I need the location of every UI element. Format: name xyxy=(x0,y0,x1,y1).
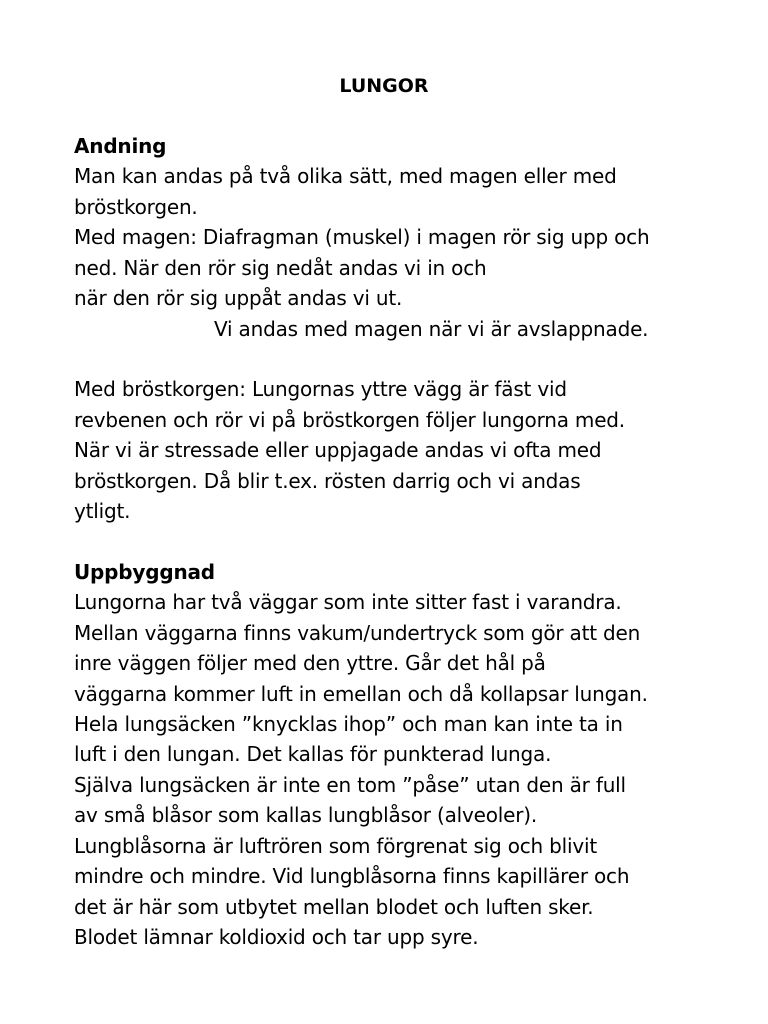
paragraph-line: bröstkorgen. Då blir t.ex. rösten darrig och vi andas xyxy=(74,469,581,493)
paragraph-line-indented: Vi andas med magen när vi är avslappnade. xyxy=(214,317,649,341)
paragraph-line: inre väggen följer med den yttre. Går det hål på xyxy=(74,651,546,675)
paragraph-line: bröstkorgen. xyxy=(74,195,198,219)
paragraph-line: När vi är stressade eller uppjagade andas vi ofta med xyxy=(74,438,602,462)
paragraph-line: Hela lungsäcken ”knycklas ihop” och man kan inte ta in xyxy=(74,712,623,736)
paragraph-line: det är här som utbytet mellan blodet och luften sker. xyxy=(74,895,594,919)
document-title: LUNGOR xyxy=(339,75,429,97)
paragraph-line: Lungblåsorna är luftrören som förgrenat sig och blivit xyxy=(74,834,597,858)
paragraph-line: Blodet lämnar koldioxid och tar upp syre. xyxy=(74,925,479,949)
paragraph-line: av små blåsor som kallas lungblåsor (alveoler). xyxy=(74,803,538,827)
paragraph-line: Med bröstkorgen: Lungornas yttre vägg är fäst vid xyxy=(74,377,567,401)
paragraph-line: mindre och mindre. Vid lungblåsorna finns kapillärer och xyxy=(74,864,630,888)
paragraph-line: ned. När den rör sig nedåt andas vi in och xyxy=(74,256,487,280)
paragraph-line: Med magen: Diafragman (muskel) i magen rör sig upp och xyxy=(74,225,650,249)
paragraph-line: Mellan väggarna finns vakum/undertryck som gör att den xyxy=(74,621,641,645)
paragraph-line: när den rör sig uppåt andas vi ut. xyxy=(74,286,403,310)
paragraph-line: luft i den lungan. Det kallas för punkterad lunga. xyxy=(74,742,552,766)
section-heading-andning: Andning xyxy=(74,134,167,158)
paragraph-line: Man kan andas på två olika sätt, med magen eller med xyxy=(74,164,617,188)
section-heading-uppbyggnad: Uppbyggnad xyxy=(74,560,215,584)
paragraph-line: väggarna kommer luft in emellan och då kollapsar lungan. xyxy=(74,682,648,706)
paragraph-line: revbenen och rör vi på bröstkorgen följer lungorna med. xyxy=(74,408,625,432)
paragraph-line: Lungorna har två väggar som inte sitter fast i varandra. xyxy=(74,590,622,614)
paragraph-line: Själva lungsäcken är inte en tom ”påse” utan den är full xyxy=(74,773,626,797)
paragraph-line: ytligt. xyxy=(74,499,131,523)
